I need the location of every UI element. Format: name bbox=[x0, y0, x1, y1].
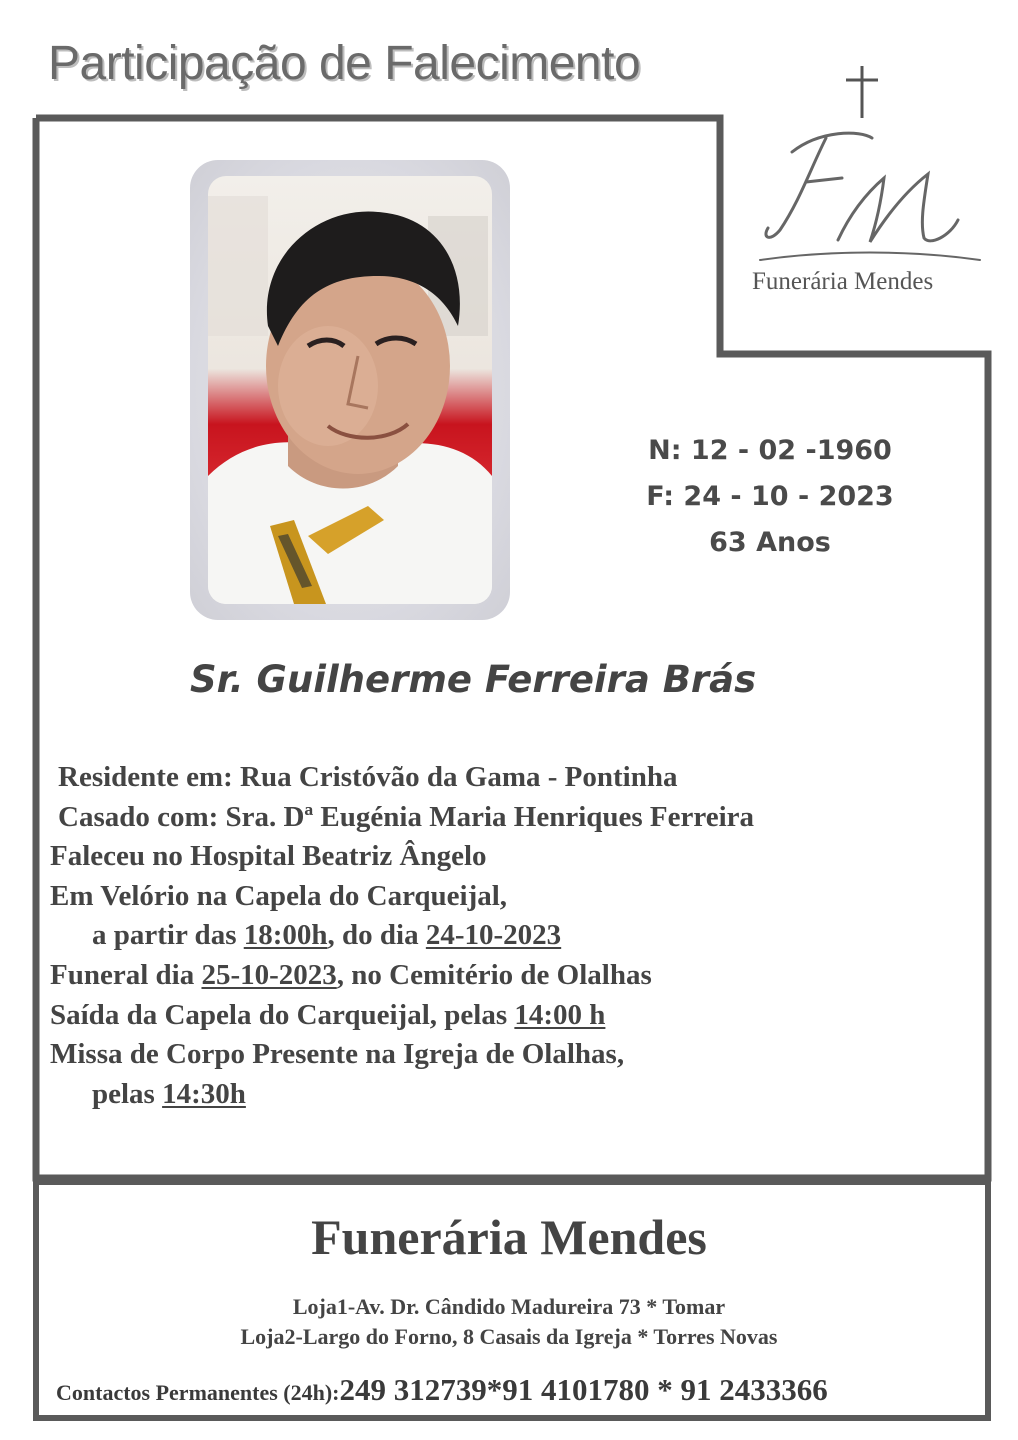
age: 63 Anos bbox=[709, 527, 831, 558]
mass-line-1: Missa de Corpo Presente na Igreja de Olalhas, bbox=[50, 1038, 625, 1071]
contacts-line bbox=[56, 1372, 828, 1408]
details-block bbox=[50, 758, 950, 1114]
funeral-date: 25-10-2023 bbox=[201, 958, 337, 991]
wake-line-1: Em Velório na Capela do Carqueijal, bbox=[50, 879, 508, 912]
page-title: Participação de Falecimento bbox=[48, 37, 641, 90]
logo-brand-name: Funerária Mendes bbox=[752, 268, 934, 295]
wake-date: 24-10-2023 bbox=[425, 919, 562, 952]
wake-prefix: a partir das bbox=[92, 919, 244, 952]
mass-prefix: pelas bbox=[92, 1077, 163, 1110]
contacts-label: Contactos Permanentes (24h): bbox=[56, 1380, 340, 1405]
departure-time: 14:00 h bbox=[514, 998, 606, 1031]
place-of-death-line: Faleceu no Hospital Beatriz Ângelo bbox=[50, 840, 487, 873]
birth-date: N: 12 - 02 -1960 bbox=[648, 435, 892, 466]
footer-brand-name: Funerária Mendes bbox=[311, 1209, 707, 1265]
portrait-frame bbox=[190, 160, 510, 620]
departure-prefix: Saída da Capela do Carqueijal, pelas bbox=[50, 998, 515, 1031]
wake-line-2 bbox=[50, 916, 950, 956]
store-address-2: Loja2-Largo do Forno, 8 Casais da Igreja * Torres Novas bbox=[240, 1324, 778, 1349]
wake-mid: , do dia bbox=[327, 919, 426, 952]
funeral-suffix: , no Cemitério de Olalhas bbox=[336, 958, 652, 991]
funeral-prefix: Funeral dia bbox=[50, 958, 202, 991]
contacts-numbers: 249 312739*91 4101780 * 91 2433366 bbox=[339, 1372, 828, 1407]
dates-block bbox=[640, 428, 900, 566]
portrait-photo bbox=[208, 176, 492, 604]
wake-time: 18:00h bbox=[243, 919, 328, 952]
funeral-line bbox=[50, 956, 950, 996]
cross-icon bbox=[846, 66, 878, 118]
store-address-1: Loja1-Av. Dr. Cândido Madureira 73 * Tomar bbox=[292, 1294, 726, 1319]
departure-line bbox=[50, 996, 950, 1036]
fm-monogram-icon bbox=[760, 133, 980, 260]
residence-line: Residente em: Rua Cristóvão da Gama - Pontinha bbox=[58, 761, 678, 793]
death-date: F: 24 - 10 - 2023 bbox=[646, 481, 894, 512]
deceased-name: Sr. Guilherme Ferreira Brás bbox=[190, 658, 757, 701]
spouse-line: Casado com: Sra. Dª Eugénia Maria Henriques Ferreira bbox=[58, 800, 755, 833]
mass-time: 14:30h bbox=[162, 1077, 246, 1110]
mass-line-2 bbox=[50, 1075, 950, 1115]
